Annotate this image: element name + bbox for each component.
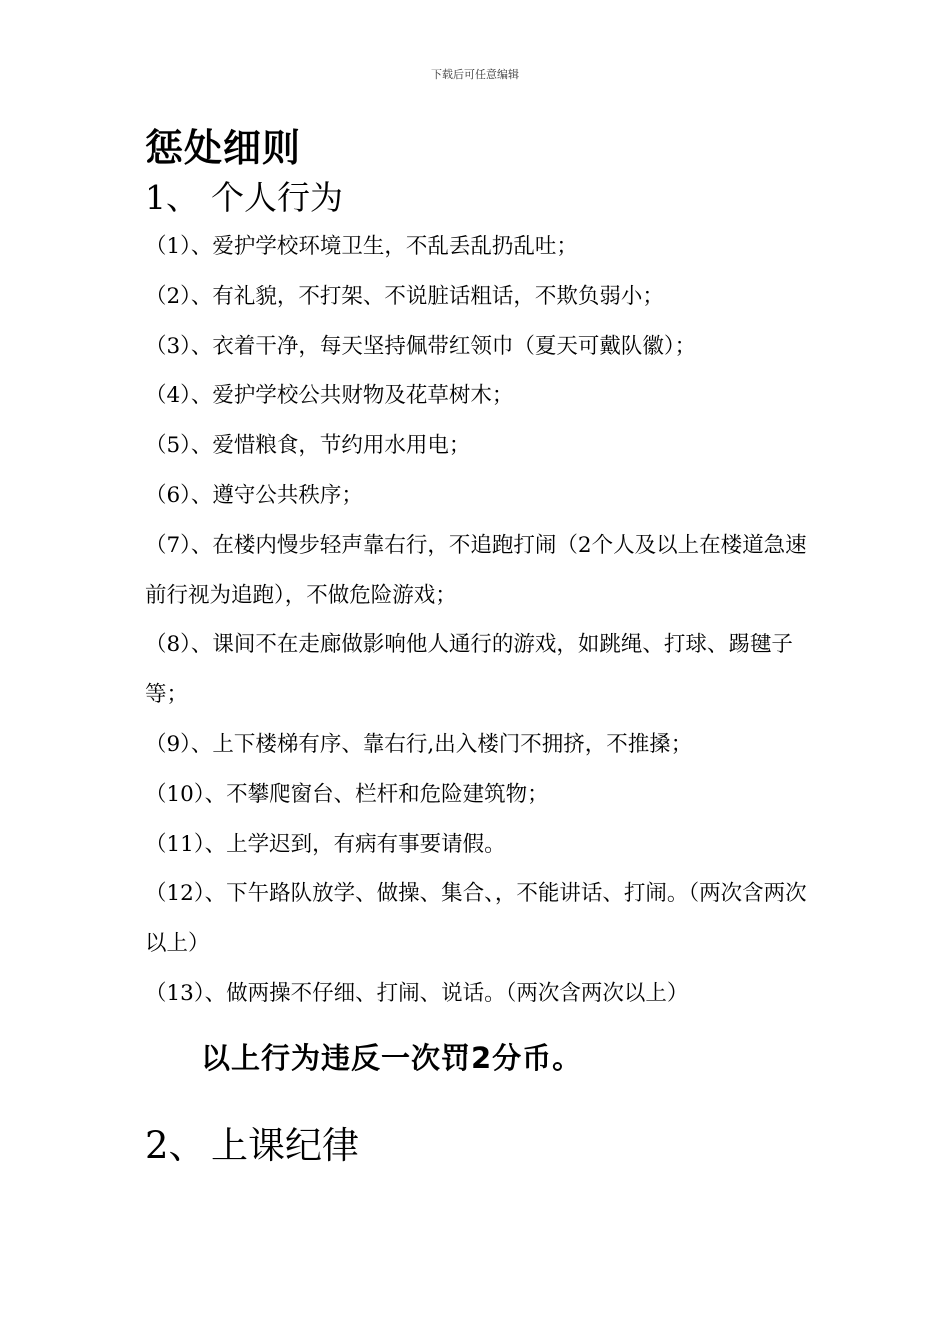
rule-item-1: （1）、爱护学校环境卫生，不乱丢乱扔乱吐；: [145, 234, 578, 259]
document-title: 惩处细则: [145, 126, 302, 170]
rule-item-10: （10）、不攀爬窗台、栏杆和危险建筑物；: [145, 781, 549, 807]
rule-item-7: （7）、在楼内慢步轻声靠右行，不追跑打闹（2个人及以上在楼道急速前行视为追跑），不做危险游戏；: [145, 532, 807, 608]
rule-item-11: （11）、上学迟到，有病有事要请假。: [145, 831, 506, 857]
section-1-heading: [145, 174, 825, 222]
section-1-number: 1、: [145, 178, 199, 217]
rule-item-13: （13）、做两操不仔细、打闹、说话。（两次含两次以上）: [145, 980, 689, 1006]
section-2-title: 上课纪律: [211, 1123, 359, 1167]
penalty-statement: 以上行为违反一次罚2分币。: [201, 1040, 583, 1075]
document-content: [145, 122, 825, 1173]
section-2-number: 2、: [145, 1123, 206, 1167]
rule-item-12: （12）、下午路队放学、做操、集合、，不能讲话、打闹。（两次含两次以上）: [145, 881, 807, 957]
rule-item-5: （5）、爱惜粮食，节约用水用电；: [145, 433, 471, 459]
rule-item-9: （9）、上下楼梯有序、靠右行,出入楼门不拥挤，不推搡；: [145, 731, 693, 757]
rule-item-2: （2）、有礼貌，不打架、不说脏话粗话，不欺负弱小；: [145, 283, 664, 309]
rule-item-8: （8）、课间不在走廊做影响他人通行的游戏，如跳绳、打球、踢毽子等；: [145, 632, 793, 708]
rule-item-6: （6）、遵守公共秩序；: [145, 482, 363, 508]
rule-item-4: （4）、爱护学校公共财物及花草树木；: [145, 383, 514, 409]
section-1-title: 个人行为: [211, 178, 343, 217]
rules-list: [145, 222, 825, 1019]
rule-item-3: （3）、衣着干净，每天坚持佩带红领巾（夏天可戴队徽）；: [145, 333, 697, 359]
header-note: 下载后可任意编辑: [431, 68, 519, 81]
section-2-heading: [145, 1119, 825, 1173]
